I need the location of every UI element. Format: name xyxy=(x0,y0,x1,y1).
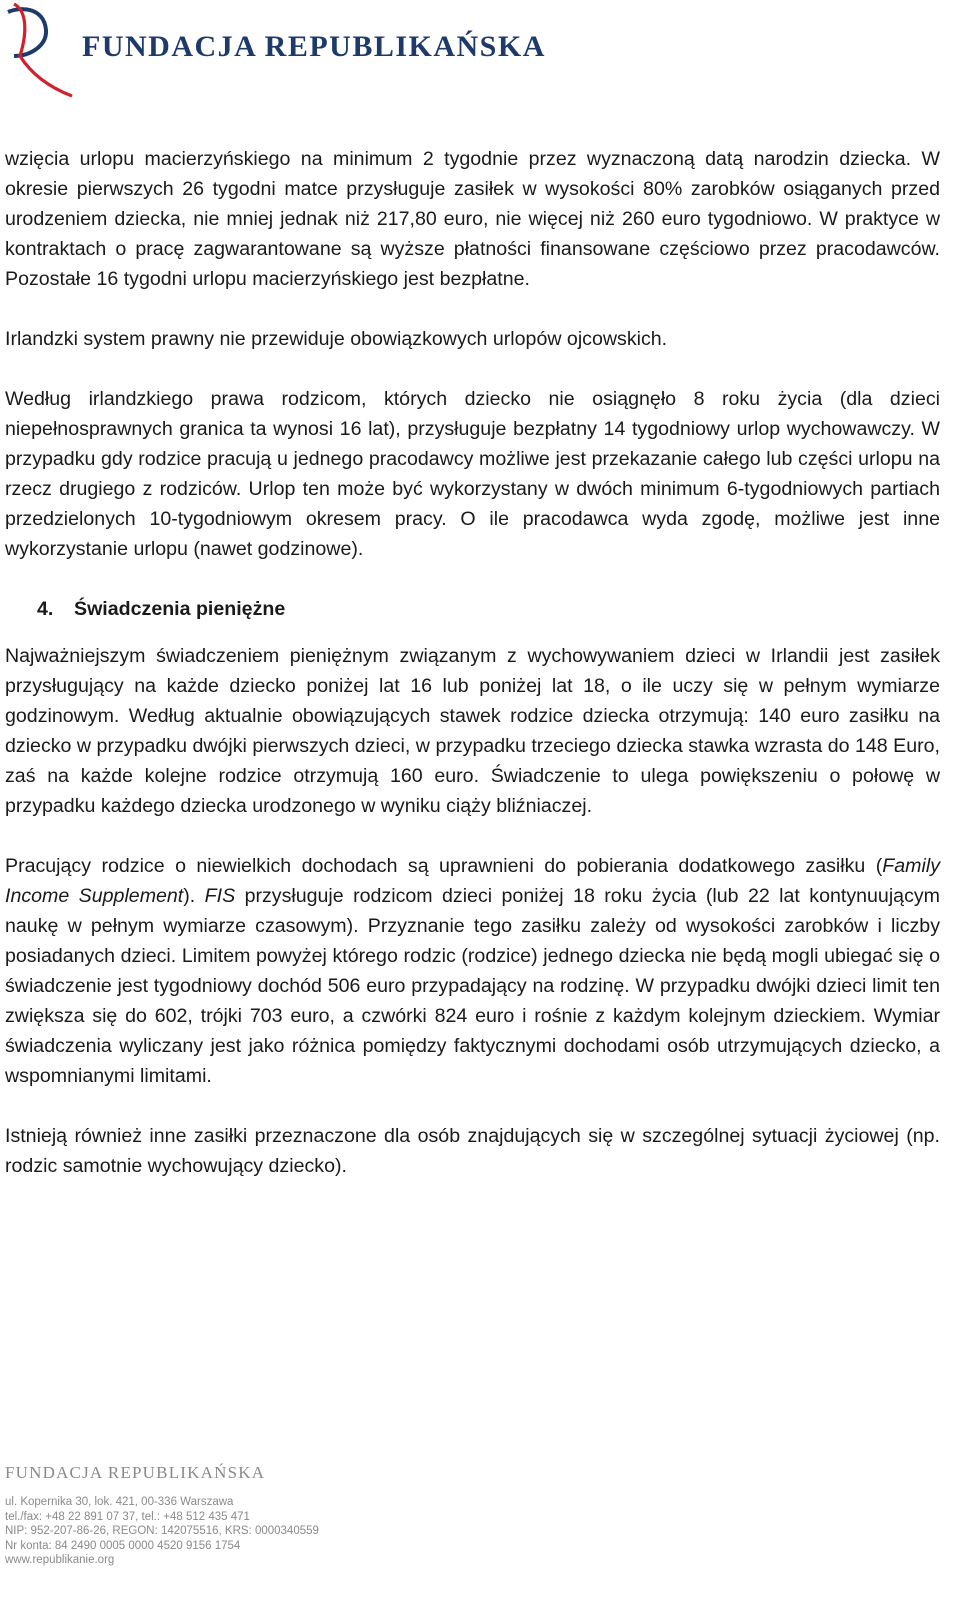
logo-r-mark-icon xyxy=(0,0,80,100)
footer-account: Nr konta: 84 2490 0005 0000 4520 9156 1754 xyxy=(5,1539,241,1552)
paragraph-maternity-leave: wzięcia urlopu macierzyńskiego na minimum 2 tygodnie przez wyznaczoną datą narodzin dziecka. W okresie pierwszych 26 tygodni matce przysługuje zasiłek w wysokości 80% zarobków osiąganych przed urodzeniem dziecka, nie mniej jednak niż 217,80 euro, nie więcej niż 260 euro tygodniowo. W praktyce w kontraktach o pracę zagwarantowane są wyższe płatności finansowane częściowo przez pracodawców. Pozostałe 16 tygodni urlopu macierzyńskiego jest bezpłatne. xyxy=(5,148,940,290)
paragraph-other-benefits: Istnieją również inne zasiłki przeznaczone dla osób znajdujących się w szczególnej sytuacji życiowej (np. rodzic samotnie wychowujący dziecko). xyxy=(5,1125,940,1177)
logo-wordmark: FUNDACJA REPUBLIKAŃSKA xyxy=(82,30,546,63)
footer-phone: tel./fax: +48 22 891 07 37, tel.: +48 512 435 471 xyxy=(5,1510,250,1523)
paragraph-parental-leave: Według irlandzkiego prawa rodzicom, których dziecko nie osiągnęło 8 roku życia (dla dzieci niepełnosprawnych granica ta wynosi 16 lat), przysługuje bezpłatny 14 tygodniowy urlop wychowawczy. W przypadku gdy rodzice pracują u jednego pracodawcy możliwe jest przekazanie całego lub części urlopu na rzecz drugiego z rodziców. Urlop ten może być wykorzystany w dwóch minimum 6-tygodniowych partiach przedzielonych 10-tygodniowym okresem pracy. O ile pracodawca wyda zgodę, możliwe jest inne wykorzystanie urlopu (nawet godzinowe). xyxy=(5,388,940,560)
footer-website: www.republikanie.org xyxy=(5,1554,115,1566)
paragraph-paternity-leave: Irlandzki system prawny nie przewiduje obowiązkowych urlopów ojcowskich. xyxy=(5,328,668,350)
paragraph-family-income-supplement: Pracujący rodzice o niewielkich dochodach są uprawnieni do pobierania dodatkowego zasiłku (Family Income Supplement). FIS przysługuje rodzicom dzieci poniżej 18 roku życia (lub 22 lat kontynuującym naukę w pełnym wymiarze czasowym). Przyznanie tego zasiłku zależy od wysokości zarobków i liczby posiadanych dzieci. Limitem powyżej którego rodzic (rodzice) jednego dziecka nie będą mogli ubiegać się o świadczenie jest tygodniowy dochód 506 euro przypadający na rodzinę. W przypadku dwójki dzieci limit ten zwiększa się do 602, trójki 703 euro, a czwórki 824 euro i rośnie z każdym kolejnym dzieckiem. Wymiar świadczenia wyliczany jest jako różnica pomiędzy faktycznymi dochodami osób utrzymujących dziecko, a wspomnianymi limitami. xyxy=(5,855,940,1087)
document-body xyxy=(5,144,940,1211)
section-title: Świadczenia pieniężne xyxy=(74,598,286,620)
page-footer xyxy=(5,1463,319,1568)
footer-title: FUNDACJA REPUBLIKAŃSKA xyxy=(5,1463,266,1482)
section-heading xyxy=(5,594,940,624)
paragraph-child-benefit: Najważniejszym świadczeniem pieniężnym związanym z wychowywaniem dzieci w Irlandii jest zasiłek przysługujący na każde dziecko poniżej lat 16 lub poniżej lat 18, o ile uczy się w pełnym wymiarze godzinowym. Według aktualnie obowiązujących stawek rodzice dziecka otrzymują: 140 euro zasiłku na dziecko w przypadku dwójki pierwszych dzieci, w przypadku trzeciego dziecka stawka wzrasta do 148 Euro, zaś na każde kolejne rodzice otrzymują 160 euro. Świadczenie to ulega powiększeniu o połowę w przypadku każdego dziecka urodzonego w wyniku ciąży bliźniaczej. xyxy=(5,645,940,817)
footer-address: ul. Kopernika 30, lok. 421, 00-336 Warszawa xyxy=(5,1496,234,1508)
italic-abbr: FIS xyxy=(204,885,236,907)
section-number: 4. xyxy=(37,598,54,620)
footer-ids: NIP: 952-207-86-26, REGON: 142075516, KRS: 0000340559 xyxy=(5,1525,319,1537)
foundation-logo xyxy=(0,0,546,110)
italic-term: Family Income Supplement xyxy=(5,855,940,907)
